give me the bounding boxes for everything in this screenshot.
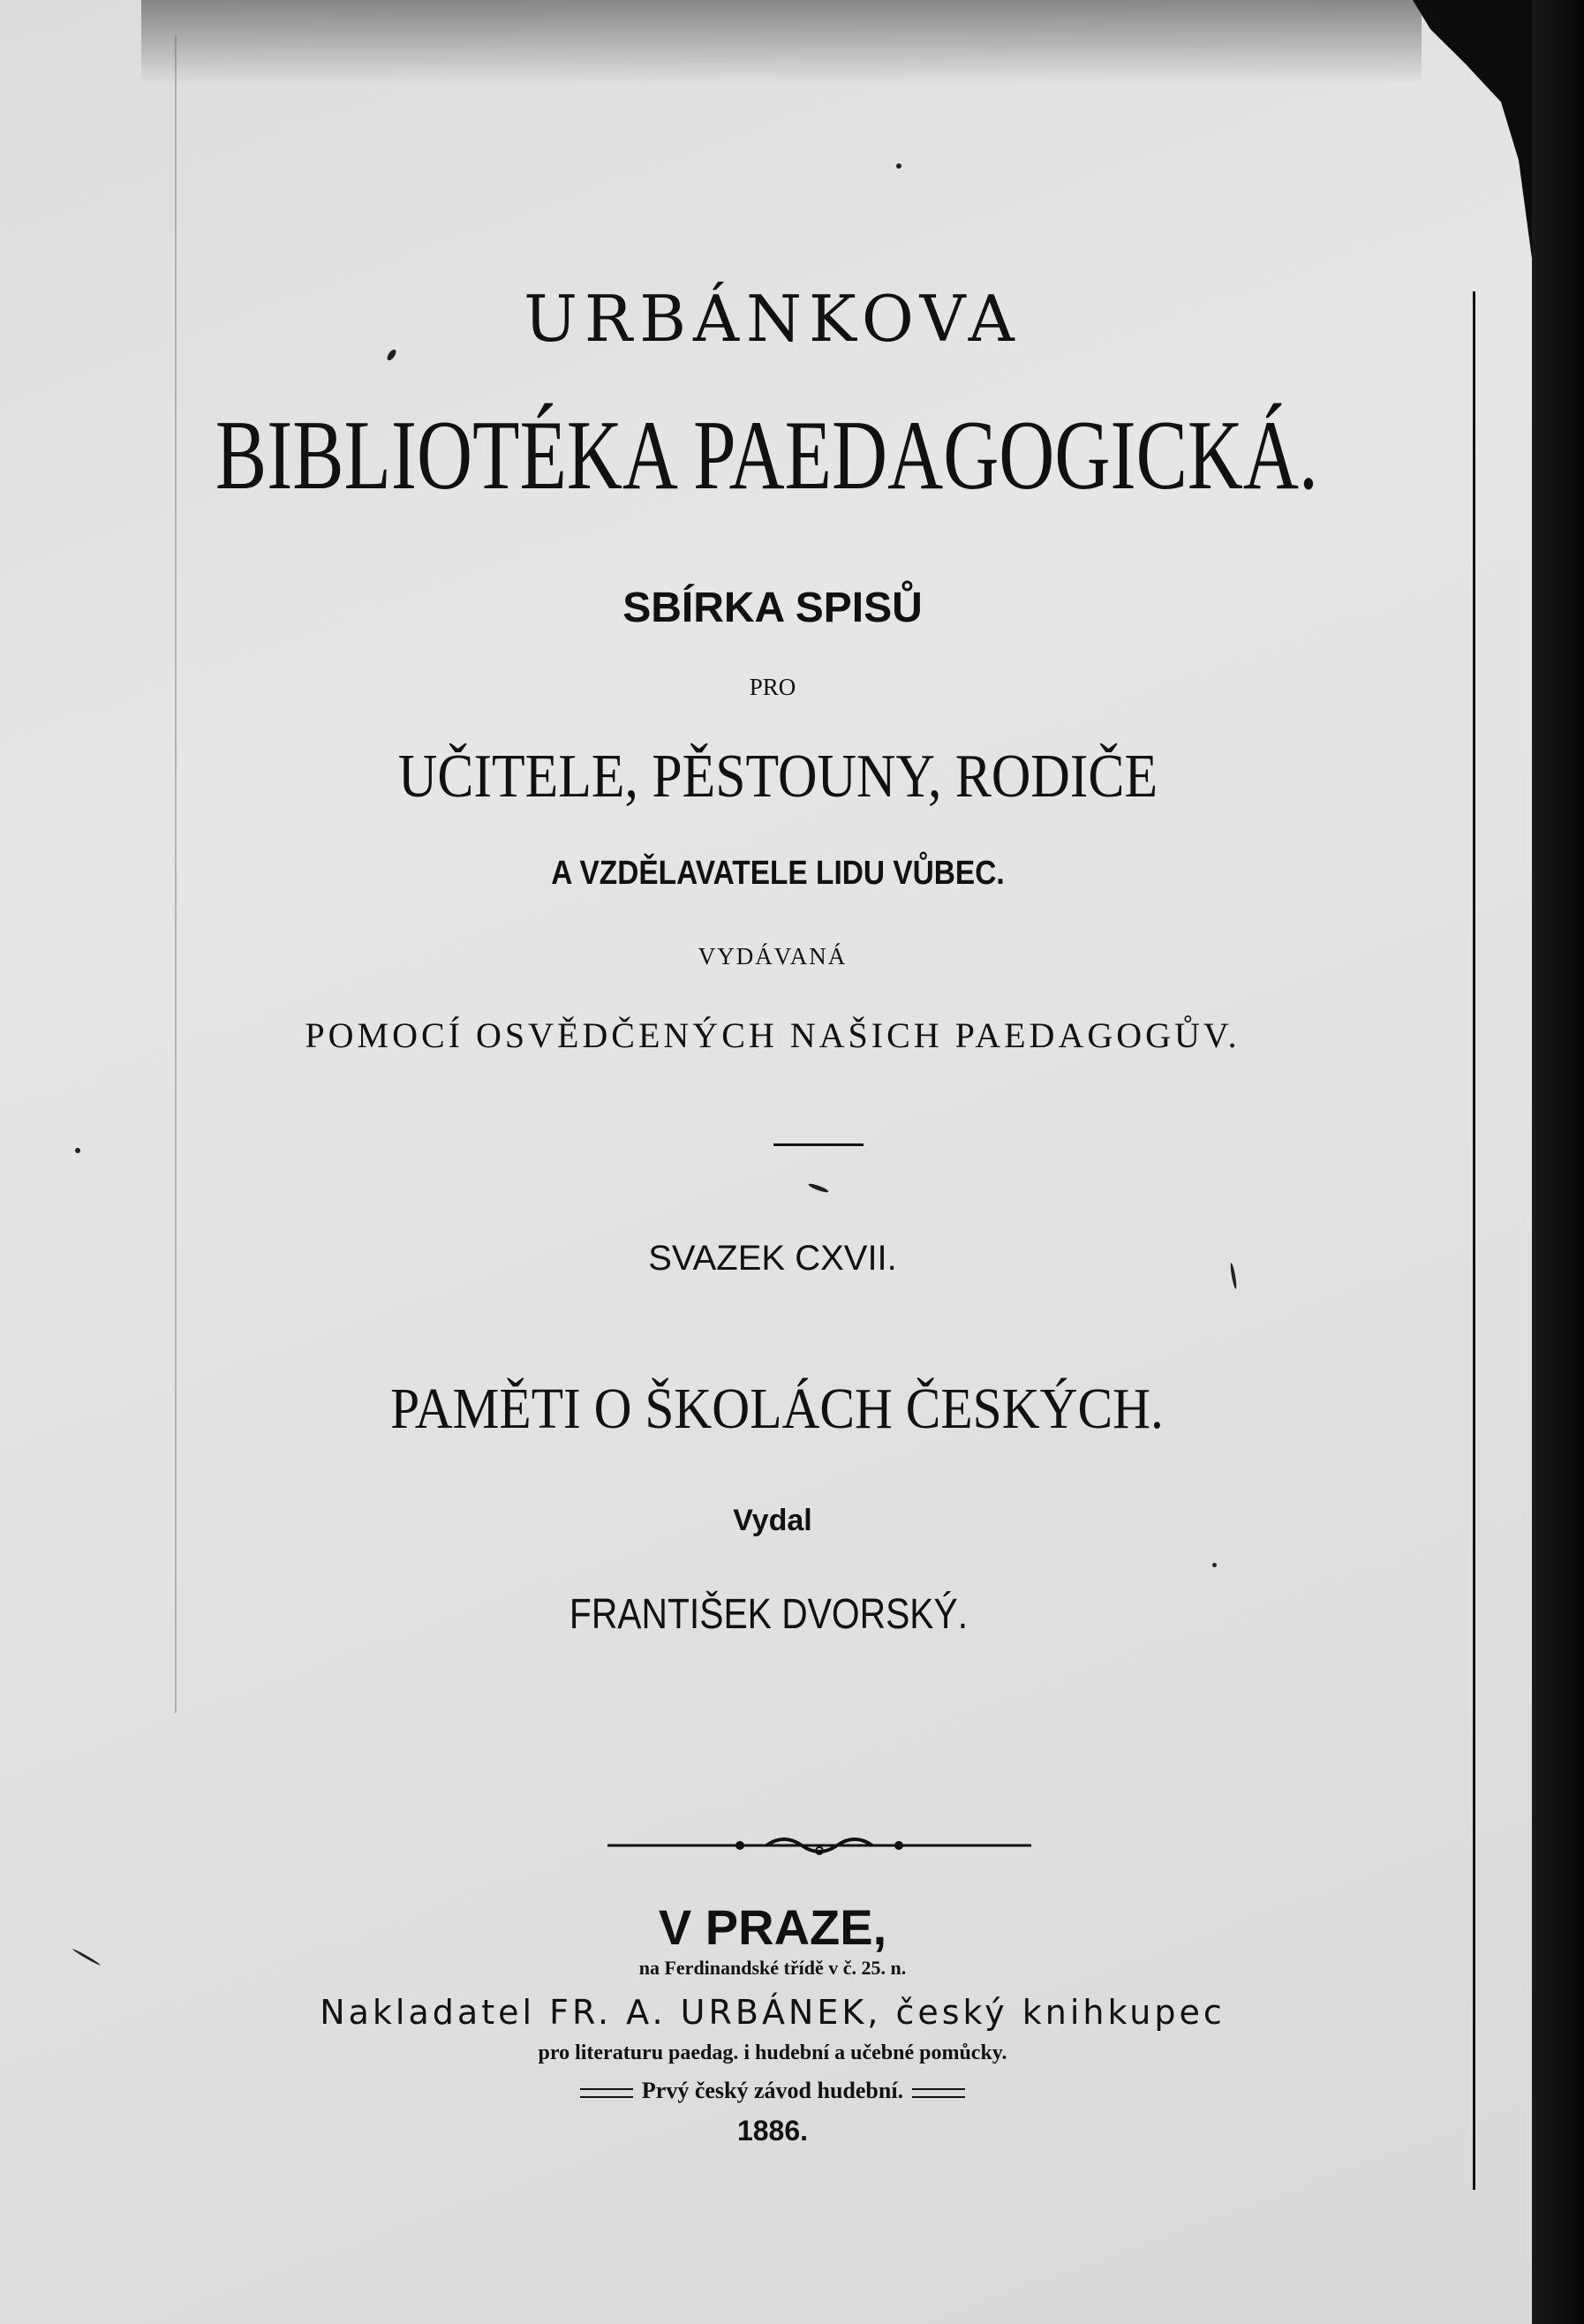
scan-border-right	[1532, 0, 1584, 2324]
collection-label: SBÍRKA SPISŮ	[622, 585, 923, 631]
address-line: na Ferdinandské třídě v č. 25. n.	[638, 1957, 907, 1979]
publisher-line: Nakladatel FR. A. URBÁNEK, český knihkupec	[320, 1993, 1226, 2032]
ornament-rule	[0, 1828, 1545, 1863]
series-name: URBÁNKOVA	[524, 282, 1022, 356]
ink-speck	[1212, 1563, 1217, 1567]
double-rule-right	[912, 2088, 965, 2098]
year-line: 1886.	[736, 2115, 809, 2147]
editors-line: POMOCÍ OSVĚDČENÝCH NAŠICH PAEDAGOGŮV.	[305, 1015, 1241, 1055]
audience-line: UČITELE, PĚSTOUNY, RODIČE	[397, 743, 1158, 811]
establishment-line	[0, 2079, 1545, 2102]
edited-by-label: Vydal	[733, 1504, 812, 1537]
ink-speck	[808, 1182, 829, 1194]
city-line: V PRAZE,	[658, 1899, 887, 1955]
short-rule	[773, 1143, 864, 1146]
issued-label: VYDÁVANÁ	[698, 943, 848, 970]
volume-line: SVAZEK CXVII.	[648, 1239, 897, 1278]
establishment-text: Prvý český závod hudební.	[641, 2078, 904, 2103]
double-rule-left	[580, 2088, 633, 2098]
top-stain	[141, 0, 1422, 84]
book-title: PAMĚTI O ŠKOLÁCH ČESKÝCH.	[390, 1377, 1164, 1441]
series-title: BIBLIOTÉKA PAEDAGOGICKÁ.	[215, 401, 1318, 510]
author-name: FRANTIŠEK DVORSKÝ.	[569, 1591, 969, 1638]
ink-speck	[896, 163, 901, 169]
pro-label: PRO	[749, 674, 796, 700]
publisher-subline: pro literaturu paedag. i hudební a učebné pomůcky.	[538, 2041, 1007, 2064]
ink-speck	[75, 1148, 80, 1153]
audience-subline: A VZDĚLAVATELE LIDU VŮBEC.	[551, 855, 1005, 892]
